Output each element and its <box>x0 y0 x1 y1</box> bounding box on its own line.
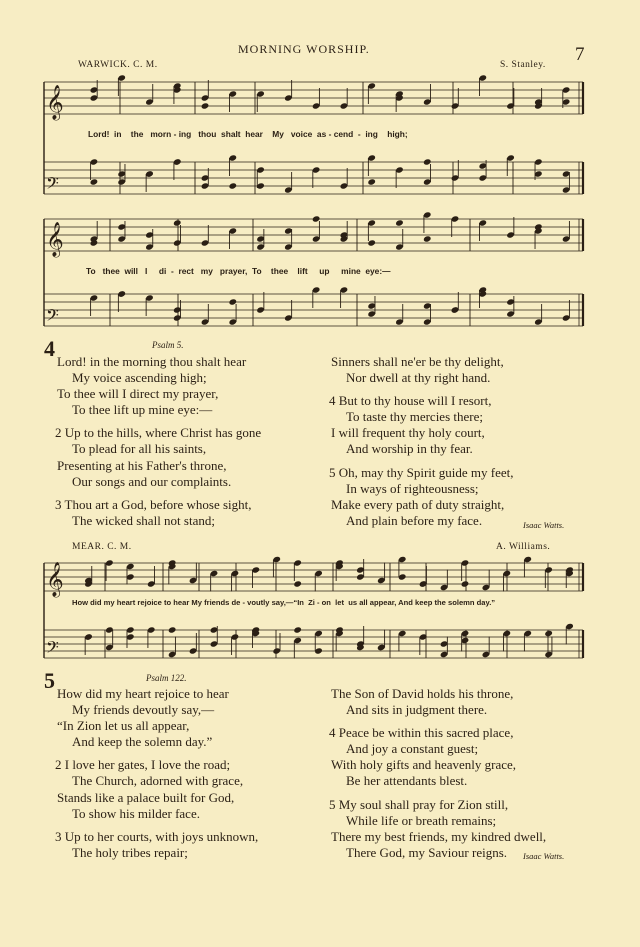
note-head <box>395 219 404 226</box>
hymn4-author: Isaac Watts. <box>523 520 565 530</box>
hymn4-tune-name: WARWICK. C. M. <box>78 60 158 70</box>
verse-line: My voice ascending high; <box>72 370 207 386</box>
verse-line: There God, my Saviour reigns. <box>346 844 508 860</box>
treble-clef: 𝄞 <box>46 222 64 257</box>
verse-line: And worship in thy fear. <box>346 441 473 457</box>
verse-line: Our songs and our complaints. <box>72 473 232 489</box>
verse-line: And joy a constant guest; <box>346 741 479 757</box>
note-head <box>229 182 238 189</box>
verse-line: I will frequent thy holy court, <box>331 425 485 441</box>
note-head <box>423 235 432 242</box>
verse-line: Stands like a palace built for God, <box>57 789 235 805</box>
hymn4-text-column-right <box>331 354 601 529</box>
verse-line: “In Zion let us all appear, <box>57 718 190 734</box>
verse-line: Presenting at his Father's throne, <box>57 457 227 473</box>
note-head <box>544 630 553 637</box>
page-header-title: MORNING WORSHIP. <box>238 42 370 56</box>
verse-line: To show his milder face. <box>72 805 200 821</box>
note-head <box>293 580 302 587</box>
verse-line: There my best friends, my kindred dwell, <box>331 828 547 844</box>
hymn4-lyrics-line2: To thee will I di - rect my prayer, To thee lift up mine eye:— <box>86 266 391 276</box>
note-head <box>168 626 177 633</box>
treble-clef: 𝄞 <box>46 85 64 120</box>
verse-line: The Son of David holds his throne, <box>331 686 514 701</box>
stanza-gap <box>57 418 327 425</box>
verse-line: How did my heart rejoice to hear <box>57 686 229 701</box>
verse-line: To taste thy mercies there; <box>346 409 483 425</box>
stanza-gap <box>57 750 327 757</box>
hymn5-text-column-right <box>331 686 601 861</box>
hymn5-number: 5 <box>44 668 55 693</box>
verse-line: 2 Up to the hills, where Christ has gone <box>55 425 262 441</box>
verse-line: 3 Up to her courts, with joys unknown, <box>55 828 259 844</box>
hymn5-tune-name: MEAR. C. M. <box>72 542 132 552</box>
bass-clef: 𝄢 <box>46 173 59 197</box>
hymn4-psalm: Psalm 5. <box>152 340 184 350</box>
note-head <box>293 626 302 633</box>
hymn5-lyrics-line1: How did my heart rejoice to hear My friends de - voutly say,—“In Zi - on let us all appear, And keep the solemn day.” <box>72 598 496 607</box>
verse-line: Sinners shall ne'er be thy delight, <box>331 354 504 369</box>
verse-line: To plead for all his saints, <box>72 441 207 457</box>
verse-line: 4 But to thy house will I resort, <box>329 393 492 409</box>
verse-line: And sits in judgment there. <box>346 702 488 718</box>
stanza-gap <box>57 822 327 829</box>
bass-clef: 𝄢 <box>46 305 59 329</box>
verse-line: While life or breath remains; <box>346 812 497 828</box>
note-head <box>367 178 376 185</box>
verse-line: The holy tribes repair; <box>72 844 188 860</box>
verse-line: Nor dwell at thy right hand. <box>346 370 491 386</box>
verse-line: My friends devoutly say,— <box>72 702 215 718</box>
verse-line: To thee will I direct my prayer, <box>57 386 219 402</box>
verse-line: Make every path of duty straight, <box>331 496 505 512</box>
treble-clef: 𝄞 <box>46 562 64 597</box>
hymn4-number: 4 <box>44 336 55 361</box>
verse-line: Be her attendants blest. <box>346 773 468 789</box>
verse-line: 5 Oh, may thy Spirit guide my feet, <box>329 464 514 480</box>
stanza-gap <box>331 458 601 465</box>
hymn4-lyrics-line1: Lord! in the morn - ing thou shalt hear My voice as - cend - ing high; <box>88 129 408 139</box>
stanza-gap <box>57 490 327 497</box>
verse-line: The wicked shall not stand; <box>72 512 215 528</box>
hymn5-text-column-left <box>57 686 327 861</box>
page-number: 7 <box>575 44 585 65</box>
hymn5-author: Isaac Watts. <box>523 851 565 861</box>
hymn5-psalm: Psalm 122. <box>146 673 187 683</box>
verse-line: With holy gifts and heavenly grace, <box>331 757 517 773</box>
stanza-gap <box>331 790 601 797</box>
stanza-gap <box>331 718 601 725</box>
verse-line: 4 Peace be within this sacred place, <box>329 725 514 741</box>
verse-line: 5 My soul shall pray for Zion still, <box>329 796 509 812</box>
note-head <box>201 102 210 109</box>
stanza-gap <box>331 386 601 393</box>
bass-clef: 𝄢 <box>46 637 59 661</box>
note-head <box>461 580 470 587</box>
verse-line: To thee lift up mine eye:— <box>72 402 213 418</box>
verse-line: And keep the solemn day.” <box>72 734 213 750</box>
verse-line: The Church, adorned with grace, <box>72 773 244 789</box>
verse-line: 2 I love her gates, I love the road; <box>55 757 231 773</box>
hymn5-composer: A. Williams. <box>496 542 551 552</box>
hymn4-text-column-left <box>57 354 327 529</box>
verse-line: And plain before my face. <box>346 512 483 528</box>
hymn4-composer: S. Stanley. <box>500 60 546 70</box>
verse-line: Lord! in the morning thou shalt hear <box>57 354 247 369</box>
verse-line: 3 Thou art a God, before whose sight, <box>55 496 252 512</box>
verse-line: In ways of righteousness; <box>346 480 479 496</box>
